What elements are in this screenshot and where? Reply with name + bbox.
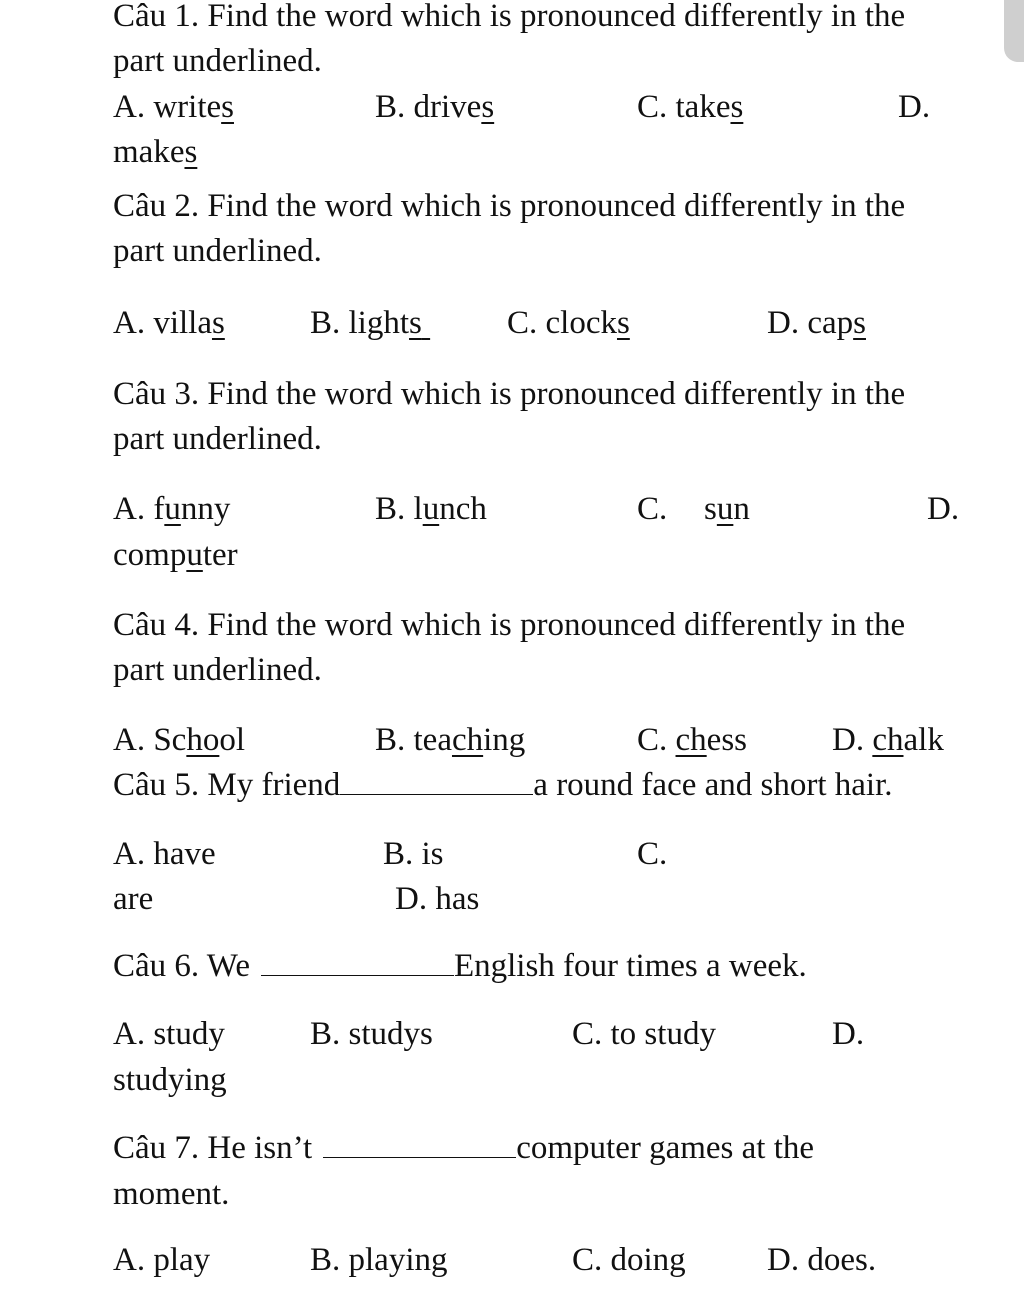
q3-option-d[interactable]: computer — [113, 537, 238, 573]
q7-stem: Câu 7. He isn’t computer games at the — [113, 1130, 815, 1166]
q5-option-b[interactable]: B. is — [383, 836, 444, 872]
q1-option-c[interactable]: C. takes — [637, 89, 744, 125]
q6-option-d[interactable]: studying — [113, 1062, 227, 1098]
q5-option-c[interactable]: are — [113, 881, 154, 917]
q3-prompt-line2: part underlined. — [113, 421, 322, 457]
q1-prompt-line1: Câu 1. Find the word which is pronounced differently in the — [113, 0, 906, 34]
q7-stem-line2: moment. — [113, 1176, 230, 1212]
answer-blank[interactable] — [323, 1153, 516, 1158]
q3-prompt-line1: Câu 3. Find the word which is pronounced differently in the — [113, 376, 906, 412]
q1-option-d[interactable]: makes — [113, 134, 198, 170]
q7-option-b[interactable]: B. playing — [310, 1242, 448, 1278]
q3-option-b[interactable]: B. lunch — [375, 491, 487, 527]
q3-option-a[interactable]: A. funny — [113, 491, 231, 527]
q4-option-b[interactable]: B. teaching — [375, 722, 526, 758]
q7-option-d[interactable]: D. does. — [767, 1242, 877, 1278]
q2-option-a[interactable]: A. villas — [113, 305, 225, 341]
q3-option-d-label[interactable]: D. — [927, 491, 960, 527]
q5-option-d[interactable]: D. has — [395, 881, 480, 917]
q2-prompt-line1: Câu 2. Find the word which is pronounced differently in the — [113, 188, 906, 224]
q6-stem: Câu 6. We English four times a week. — [113, 948, 807, 984]
answer-blank[interactable] — [261, 971, 454, 976]
q5-option-a[interactable]: A. have — [113, 836, 216, 872]
q2-prompt-line2: part underlined. — [113, 233, 322, 269]
scroll-tab[interactable] — [1004, 0, 1024, 62]
q2-option-d[interactable]: D. caps — [767, 305, 866, 341]
q7-option-c[interactable]: C. doing — [572, 1242, 686, 1278]
q6-option-a[interactable]: A. study — [113, 1016, 225, 1052]
q6-option-c[interactable]: C. to study — [572, 1016, 716, 1052]
q3-option-c[interactable]: sun — [704, 491, 750, 527]
q1-prompt-line2: part underlined. — [113, 43, 322, 79]
q2-option-c[interactable]: C. clocks — [507, 305, 630, 341]
q1-option-d-label[interactable]: D. — [898, 89, 931, 125]
q1-option-a[interactable]: A. writes — [113, 89, 234, 125]
q4-option-d[interactable]: D. chalk — [832, 722, 944, 758]
q5-stem: Câu 5. My friend a round face and short hair. — [113, 767, 893, 803]
q4-option-a[interactable]: A. School — [113, 722, 246, 758]
answer-blank[interactable] — [340, 790, 533, 795]
q7-option-a[interactable]: A. play — [113, 1242, 211, 1278]
q5-option-c-label[interactable]: C. — [637, 836, 668, 872]
q4-option-c[interactable]: C. chess — [637, 722, 748, 758]
q1-option-b[interactable]: B. drives — [375, 89, 495, 125]
q6-option-d-label[interactable]: D. — [832, 1016, 865, 1052]
q3-option-c-label[interactable]: C. — [637, 491, 668, 527]
q4-prompt-line1: Câu 4. Find the word which is pronounced differently in the — [113, 607, 906, 643]
q6-option-b[interactable]: B. studys — [310, 1016, 433, 1052]
q4-prompt-line2: part underlined. — [113, 652, 322, 688]
q2-option-b[interactable]: B. lights — [310, 305, 422, 341]
